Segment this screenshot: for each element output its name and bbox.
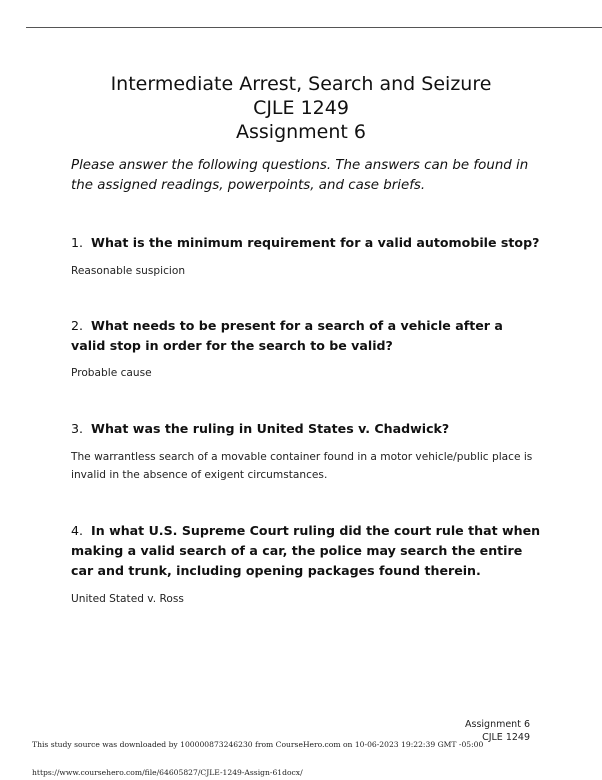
assignment-label: Assignment 6 <box>236 121 366 143</box>
instructions: Please answer the following questions. The answers can be found in the assigned readings, powerpoints, and case briefs. <box>71 158 529 193</box>
question-number: 3. <box>71 421 84 436</box>
question-2 <box>71 316 541 356</box>
top-divider <box>26 27 602 28</box>
document-title: Intermediate Arrest, Search and Seizure <box>110 73 492 95</box>
answer-3: The warrantless search of a movable container found in a motor vehicle/public place is invalid in the absence of exigent circumstances. <box>71 451 533 481</box>
footer-assignment: Assignment 6 <box>465 719 530 730</box>
document-title-block <box>0 72 602 144</box>
footer-course: CJLE 1249 <box>482 732 530 743</box>
question-number: 1. <box>71 235 84 250</box>
question-text: What is the minimum requirement for a valid automobile stop? <box>91 235 540 250</box>
question-3 <box>71 419 541 439</box>
answer-4: United Stated v. Ross <box>71 593 184 605</box>
question-text: What was the ruling in United States v. Chadwick? <box>91 421 450 436</box>
source-url-link[interactable]: https://www.coursehero.com/file/64605827/CJLE-1249-Assign-61docx/ <box>32 768 303 777</box>
answer-2: Probable cause <box>71 367 152 379</box>
answer-1: Reasonable suspicion <box>71 265 186 277</box>
question-text: In what U.S. Supreme Court ruling did the court rule that when making a valid search of a car, the police may search the entire car and trunk, including opening packages found therein. <box>71 523 541 578</box>
question-number: 4. <box>71 523 84 538</box>
question-1 <box>71 233 541 253</box>
course-code: CJLE 1249 <box>253 97 349 119</box>
download-source-note: This study source was downloaded by 100000873246230 from CourseHero.com on 10-06-2023 19:22:39 GMT -05:00 <box>32 740 484 749</box>
question-number: 2. <box>71 318 84 333</box>
question-4 <box>71 521 541 581</box>
question-text: What needs to be present for a search of a vehicle after a valid stop in order for the search to be valid? <box>71 318 503 353</box>
